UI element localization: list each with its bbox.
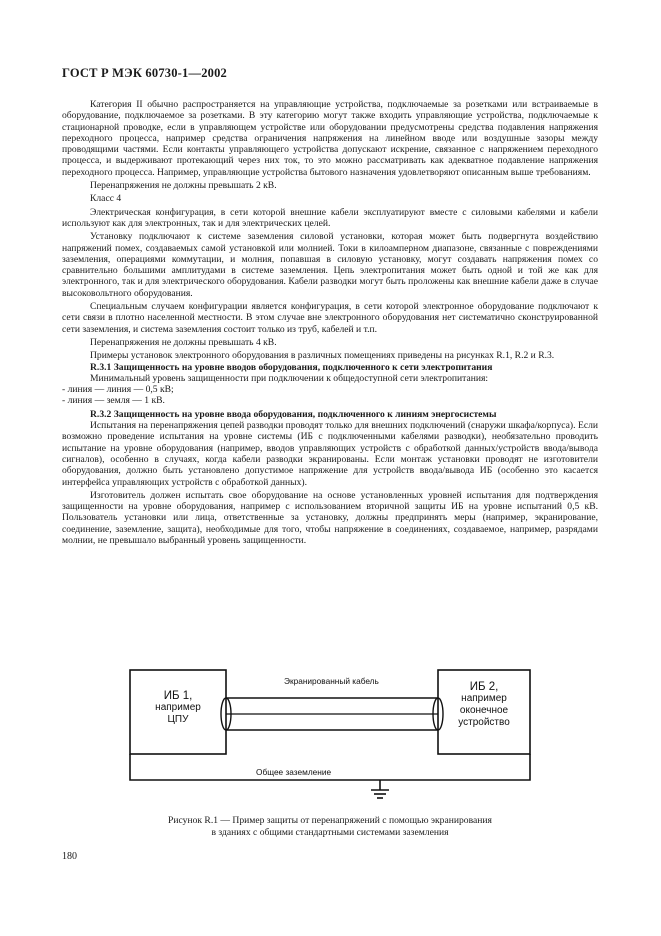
- ground-label: Общее заземление: [256, 767, 332, 777]
- paragraph: Испытания на перенапряжения цепей разводки проводят только для внешних подключений (снаружи шкафа/корпуса). Если возможно проведение испытания на уровне системы (ИБ с подключенными кабелями разводки), необязательно проводить испытание на уровне оборудования (например, вводов управляющих устройств с обработкой данных/устройств ввода/вывода сигналов), особенно в случаях, когда кабели разводки экранированы. Если монтаж установки проводят не изготовители оборудования, должно быть установлено допустимое напряжение для устройств ввода/вывода ИБ (особенно это касается интерфейса управляющих устройств с обработкой данных).: [62, 420, 598, 488]
- paragraph: Изготовитель должен испытать свое оборудование на основе установленных уровней испытания для подтверждения защищенности на уровне оборудования, например с использованием вторичной защиты ИБ на уровне испытаний 0,5 кВ. Пользователь установки или лица, ответственные за установку, должны предпринять меры (например, экранирование, соединение, заземление, защита), необходимые для того, чтобы напряжение в соединениях, создаваемое, например, разрядами молнии, не превышало выбранный уровень защищенности.: [62, 489, 598, 546]
- list-item: - линия — линия — 0,5 кВ;: [62, 384, 174, 396]
- list-item: - линия — земля — 1 кВ.: [62, 395, 165, 407]
- document-header: ГОСТ Р МЭК 60730-1—2002: [62, 66, 227, 80]
- cable-label: Экранированный кабель: [284, 676, 379, 686]
- paragraph: Специальным случаем конфигурации является конфигурация, в сети которой электронное оборудование подключают к сети связи в плотно населенной местности. В этом случае вне электронного оборудования нет систематично сконструированной сети заземления, и система заземления состоит только из труб, кабелей и т.п.: [62, 301, 598, 335]
- figure-r1: [120, 664, 540, 808]
- body-text: [62, 99, 598, 546]
- paragraph: Минимальный уровень защищенности при подключении к общедоступной сети электропитания:: [90, 372, 489, 384]
- figure-caption: Рисунок R.1 — Пример защиты от перенапряжений с помощью экранирования в зданиях с общими стандартными системами заземления: [168, 815, 492, 838]
- box-ib1-label: ИБ 1, например ЦПУ: [155, 690, 201, 725]
- page-number: 180: [62, 851, 77, 862]
- box-ib2-label: ИБ 2, например оконечное устройство: [458, 681, 510, 728]
- paragraph: Примеры установок электронного оборудования в различных помещениях приведены на рисунках R.1, R.2 и R.3.: [90, 350, 555, 362]
- section-heading: R.3.1 Защищенность на уровне вводов оборудования, подключенного к сети электропитания: [90, 361, 493, 373]
- paragraph: Категория II обычно распространяется на управляющие устройства, подключаемые за розетками или встраиваемые в оборудование, подключаемое за розетками. В эту категорию могут также входить управляющие устройства, подключаемые к стационарной проводке, если в управляющем устройстве или оборудовании предусмотрены средства подавления напряжения переходного процесса, например средства ограничения напряжения на линейном вводе или воздушные зазоры между проводящими частями. Если контакты управляющего устройства допускают искрение, связанное с напряжением переходного процесса, и выдерживают протекающий через них ток, то это можно рассматривать как адекватное подавление напряжения переходного процесса. Например, управляющие устройства бытового назначения удовлетворяют описанным выше требованиям.: [62, 99, 598, 178]
- paragraph: Электрическая конфигурация, в сети которой внешние кабели эксплуатируют вместе с силовыми кабелями и кабели используют как для электронных, так и для электрических целей.: [62, 206, 598, 229]
- paragraph: Перенапряжения не должны превышать 2 кВ.: [90, 180, 277, 192]
- section-heading: R.3.2 Защищенность на уровне ввода оборудования, подключенного к линиям энергосистемы: [90, 408, 497, 420]
- paragraph: Класс 4: [90, 193, 122, 205]
- paragraph: Установку подключают к системе заземления силовой установки, которая может быть подвергнута воздействию напряжений помех, создаваемых самой установкой или молнией. Токи в килоамперном диапазоне, связанные с повреждениями заземления, операциями коммутации, и молния, попавшая в силовую установку, могут создавать напряжения помех со сравнительно большими амплитудами в системе заземления. Цепь электропитания может быть одной и той же как для электронного, так и для электрического оборудования. Кабели разводки могут быть проложены как внешние кабели даже в случае высоковольтного оборудования.: [62, 231, 598, 299]
- paragraph: Перенапряжения не должны превышать 4 кВ.: [90, 336, 277, 348]
